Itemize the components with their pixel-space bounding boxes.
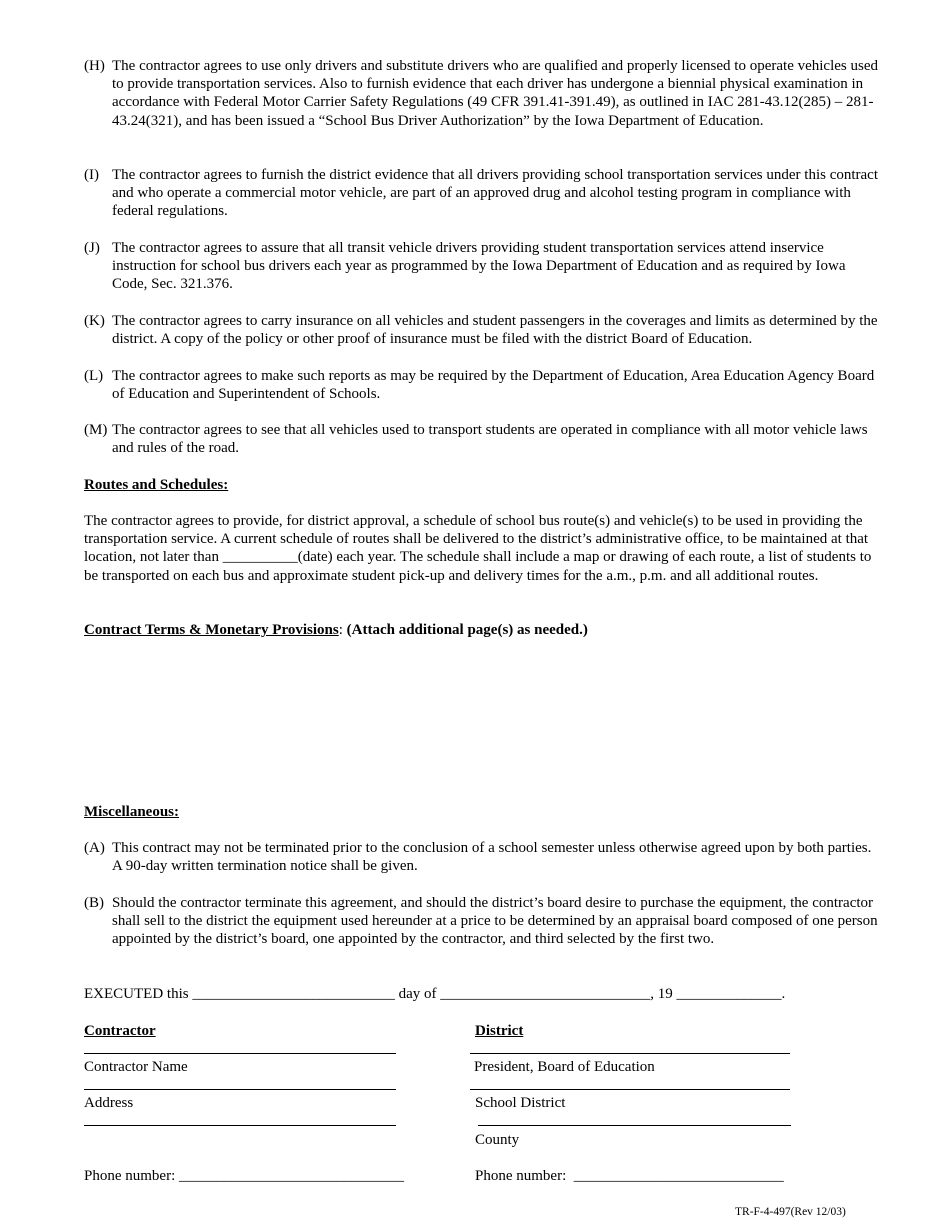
executed-line: EXECUTED this ___________________________ day of ____________________________, 19 ______________. bbox=[84, 986, 786, 1002]
clause-k bbox=[84, 312, 879, 348]
form-number: TR-F-4-497(Rev 12/03) bbox=[735, 1206, 846, 1218]
school-district-signature-line bbox=[470, 1089, 790, 1090]
misc-heading: Miscellaneous: bbox=[84, 804, 179, 820]
address-second-line bbox=[84, 1125, 396, 1126]
contract-terms-heading: Contract Terms & Monetary Provisions bbox=[84, 622, 339, 638]
address-label: Address bbox=[84, 1095, 134, 1111]
clause-text: The contractor agrees to carry insurance on all vehicles and student passengers in the coverages and limits as determined by the district. A copy of the policy or other proof of insurance must be filed with the district Board of Education. bbox=[112, 313, 878, 348]
clause-text: The contractor agrees to furnish the district evidence that all drivers providing school transportation services under this contract and who operate a commercial motor vehicle, are part of an approved drug and alcohol testing program in compliance with federal regulations. bbox=[112, 167, 879, 220]
clause-l bbox=[84, 367, 879, 403]
clause-text: The contractor agrees to assure that all transit vehicle drivers providing student transportation services attend inservice instruction for school bus drivers each year as programmed by the Iowa Department of Education and as required by Iowa Code, Sec. 321.376. bbox=[112, 240, 846, 293]
clause-label: (I) bbox=[84, 167, 99, 183]
clause-text: Should the contractor terminate this agreement, and should the district’s board desire to purchase the equipment, the contractor shall sell to the district the equipment used hereunder at a price to be determined by an appraisal board composed of one person appointed by the district’s board, one appointed by the contractor, and third selected by the first two. bbox=[112, 895, 878, 948]
routes-heading: Routes and Schedules: bbox=[84, 477, 229, 493]
contractor-phone-field: Phone number: ______________________________ bbox=[84, 1168, 404, 1184]
clause-m bbox=[84, 421, 879, 457]
clause-text: The contractor agrees to use only drivers and substitute drivers who are qualified and properly licensed to operate vehicles used to provide transportation services. Also to furnish evidence that each driver has undergone a biennial physical examination in accordance with Federal Motor Carrier Safety Regulations (49 CFR 391.41-391.49), as outlined in IAC 281-43.12(285) – 281-43.24(321), and has been issued a “School Bus Driver Authorization” by the Iowa Department of Education. bbox=[112, 58, 878, 129]
president-signature-line bbox=[470, 1053, 790, 1054]
misc-clause-a bbox=[84, 839, 879, 875]
clause-j bbox=[84, 239, 879, 294]
misc-clause-b bbox=[84, 894, 879, 949]
clause-text: This contract may not be terminated prior to the conclusion of a school semester unless otherwise agreed upon by both parties. A 90-day written termination notice shall be given. bbox=[112, 840, 872, 875]
clause-label: (K) bbox=[84, 313, 105, 329]
contractor-name-label: Contractor Name bbox=[84, 1059, 188, 1075]
routes-paragraph: The contractor agrees to provide, for district approval, a schedule of school bus route(s) and vehicle(s) to be used in providing the transportation service. A current schedule of routes shall be delivered to the district’s administrative office, to be maintained at that location, not later than __________(date) each year. The schedule shall include a map or drawing of each route, a list of students to be transported on each bus and approximate student pick-up and delivery times for the a.m., p.m. and all additional routes. bbox=[84, 513, 872, 584]
clause-label: (L) bbox=[84, 368, 104, 384]
address-signature-line bbox=[84, 1089, 396, 1090]
clause-label: (M) bbox=[84, 422, 108, 438]
clause-text: The contractor agrees to see that all vehicles used to transport students are operated in compliance with all motor vehicle laws and rules of the road. bbox=[112, 422, 868, 457]
district-heading: District bbox=[475, 1023, 524, 1039]
contract-terms-note: (Attach additional page(s) as needed.) bbox=[342, 622, 588, 638]
clause-i bbox=[84, 166, 879, 221]
clause-text: The contractor agrees to make such reports as may be required by the Department of Education, Area Education Agency Board of Education and Superintendent of Schools. bbox=[112, 368, 875, 403]
clause-h bbox=[84, 57, 879, 130]
clause-label: (H) bbox=[84, 58, 105, 74]
contractor-heading: Contractor bbox=[84, 1023, 156, 1039]
contract-terms-heading-line bbox=[84, 621, 588, 639]
clause-label: (B) bbox=[84, 895, 104, 911]
clause-label: (J) bbox=[84, 240, 100, 256]
county-signature-line bbox=[478, 1125, 791, 1126]
school-district-label: School District bbox=[475, 1095, 566, 1111]
clause-label: (A) bbox=[84, 840, 105, 856]
county-label: County bbox=[475, 1132, 520, 1148]
district-phone-field: Phone number: ____________________________ bbox=[475, 1168, 784, 1184]
president-label: President, Board of Education bbox=[474, 1059, 655, 1075]
contract-terms-colon: : bbox=[338, 622, 343, 638]
contractor-name-signature-line bbox=[84, 1053, 396, 1054]
